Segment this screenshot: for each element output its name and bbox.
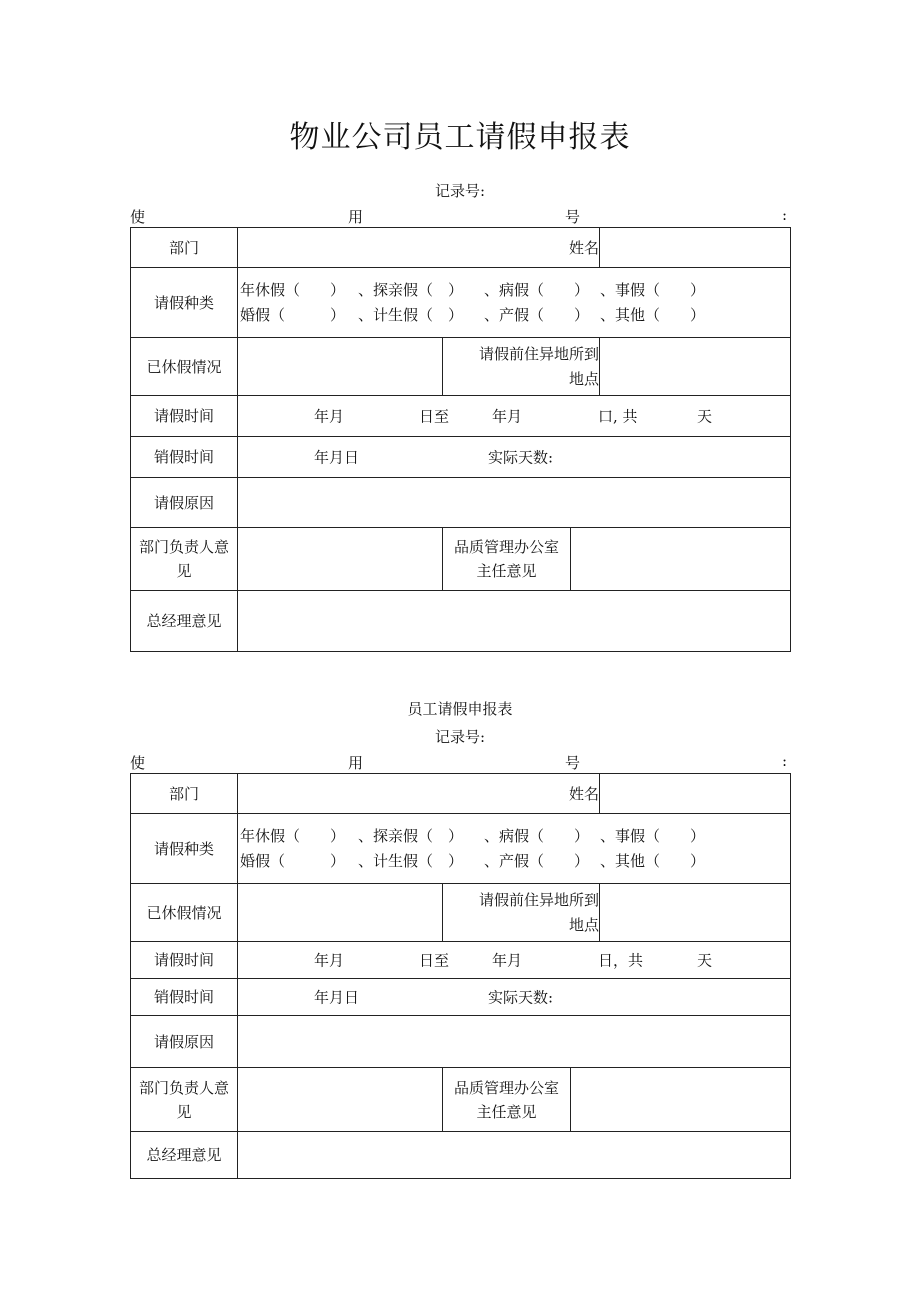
- form2-use-id-char-3: 号: [565, 754, 581, 772]
- destination-label: [443, 338, 600, 396]
- form2-leave-table: [130, 773, 791, 1179]
- form2-option-other-leave[interactable]: 、其他（ ）: [600, 851, 706, 870]
- form2-option-marriage-leave[interactable]: 婚假（ ）: [240, 851, 346, 870]
- option-maternity-leave[interactable]: 、产假（ ）: [484, 305, 590, 324]
- form2-cancel-time-field[interactable]: [238, 979, 791, 1016]
- option-family-planning-leave[interactable]: 、计生假（ ）: [358, 305, 464, 324]
- form2-leave-start-day-to: 日至: [419, 951, 450, 970]
- option-other-leave[interactable]: 、其他（ ）: [600, 305, 706, 324]
- use-id-char-1: 使: [130, 208, 146, 226]
- form2-qm-office-label-line1: 品质管理办公室: [453, 1078, 559, 1097]
- page-title: 物业公司员工请假申报表: [289, 120, 631, 155]
- use-id-char-2: 用: [348, 208, 364, 226]
- form2-title: 员工请假申报表: [407, 700, 513, 718]
- form2-option-family-visit-leave[interactable]: 、探亲假（ ）: [358, 826, 464, 845]
- gm-opinion-label: 总经理意见: [131, 591, 238, 652]
- qm-office-label-line2: 主任意见: [476, 562, 537, 580]
- leave-end-year-month: 年月: [492, 407, 523, 426]
- dept-head-opinion-label: 部门负责人意见: [131, 528, 238, 591]
- leave-start-year-month: 年月: [314, 407, 345, 426]
- form2-option-sick-leave[interactable]: 、病假（ ）: [484, 826, 590, 845]
- gm-opinion-field[interactable]: [238, 591, 791, 652]
- dept-label: 部门: [131, 228, 238, 268]
- form2-dept-field[interactable]: [238, 774, 600, 814]
- form2-destination-label-line1: 请假前住异地所到: [479, 890, 600, 909]
- form2-dept-head-opinion-label: 部门负责人意见: [131, 1068, 238, 1132]
- form2-leave-time-field[interactable]: [238, 942, 791, 979]
- qm-office-opinion-label: [443, 528, 571, 591]
- leave-type-options[interactable]: [238, 268, 791, 338]
- form2-name-field[interactable]: [600, 774, 791, 814]
- use-id-line: [130, 206, 790, 226]
- use-id-char-3: 号: [565, 208, 581, 226]
- form2-leave-reason-label: 请假原因: [131, 1016, 238, 1068]
- name-label: 姓名: [569, 239, 600, 257]
- option-sick-leave[interactable]: 、病假（ ）: [484, 280, 590, 299]
- record-number-label: 记录号:: [434, 182, 486, 200]
- form2-name-label: 姓名: [569, 785, 600, 803]
- form2-destination-label: [443, 884, 600, 942]
- leave-taken-field[interactable]: [238, 338, 443, 396]
- form2-qm-office-opinion-field[interactable]: [571, 1068, 791, 1132]
- form2-dept-head-opinion-field[interactable]: [238, 1068, 443, 1132]
- option-personal-leave[interactable]: 、事假（ ）: [600, 280, 706, 299]
- form2-cancel-date: 年月日: [314, 988, 360, 1007]
- form2-use-id-char-1: 使: [130, 754, 146, 772]
- leave-type-label: 请假种类: [131, 268, 238, 338]
- form2-actual-days-label: 实际天数:: [488, 988, 554, 1007]
- option-annual-leave[interactable]: 年休假（ ）: [240, 280, 346, 299]
- form2-leave-taken-field[interactable]: [238, 884, 443, 942]
- form2-option-personal-leave[interactable]: 、事假（ ）: [600, 826, 706, 845]
- leave-end-day-total: 口, 共: [598, 407, 638, 426]
- form2-leave-time-label: 请假时间: [131, 942, 238, 979]
- form2-record-number-label: 记录号:: [434, 728, 486, 746]
- option-family-visit-leave[interactable]: 、探亲假（ ）: [358, 280, 464, 299]
- form2-gm-opinion-field[interactable]: [238, 1132, 791, 1179]
- cancel-time-label: 销假时间: [131, 437, 238, 478]
- leave-start-day-to: 日至: [419, 407, 450, 426]
- leave-time-label: 请假时间: [131, 396, 238, 437]
- form2-gm-opinion-label: 总经理意见: [131, 1132, 238, 1179]
- leave-days-unit: 天: [697, 407, 713, 426]
- form2-destination-field[interactable]: [600, 884, 791, 942]
- leave-reason-field[interactable]: [238, 478, 791, 528]
- form2-use-id-char-2: 用: [348, 754, 364, 772]
- use-id-colon: :: [782, 206, 788, 224]
- form2-leave-reason-field[interactable]: [238, 1016, 791, 1068]
- cancel-date: 年月日: [314, 448, 360, 467]
- destination-label-line1: 请假前住异地所到: [479, 344, 600, 363]
- name-field[interactable]: [600, 228, 791, 268]
- form2-option-annual-leave[interactable]: 年休假（ ）: [240, 826, 346, 845]
- form2-qm-office-label-line2: 主任意见: [476, 1102, 537, 1121]
- leave-time-field[interactable]: [238, 396, 791, 437]
- form2-destination-label-line2: 地点: [569, 915, 600, 934]
- form2-leave-end-day-total: 日，共: [598, 951, 644, 970]
- form2-option-family-planning-leave[interactable]: 、计生假（ ）: [358, 851, 464, 870]
- form2-leave-type-label: 请假种类: [131, 814, 238, 884]
- form2-leave-type-options[interactable]: [238, 814, 791, 884]
- destination-label-line2: 地点: [569, 369, 600, 388]
- form2-option-maternity-leave[interactable]: 、产假（ ）: [484, 851, 590, 870]
- form2-cancel-time-label: 销假时间: [131, 979, 238, 1016]
- actual-days-label: 实际天数:: [488, 448, 554, 467]
- cancel-time-field[interactable]: [238, 437, 791, 478]
- form2-dept-label: 部门: [131, 774, 238, 814]
- leave-reason-label: 请假原因: [131, 478, 238, 528]
- form2-leave-end-year-month: 年月: [492, 951, 523, 970]
- form2-qm-office-opinion-label: [443, 1068, 571, 1132]
- leave-taken-label: 已休假情况: [131, 338, 238, 396]
- form2-leave-days-unit: 天: [697, 951, 713, 970]
- option-marriage-leave[interactable]: 婚假（ ）: [240, 305, 346, 324]
- form2-leave-start-year-month: 年月: [314, 951, 345, 970]
- form2-use-id-line: [130, 752, 790, 772]
- dept-head-opinion-field[interactable]: [238, 528, 443, 591]
- qm-office-opinion-field[interactable]: [571, 528, 791, 591]
- destination-field[interactable]: [600, 338, 791, 396]
- dept-field[interactable]: [238, 228, 600, 268]
- form2-leave-taken-label: 已休假情况: [131, 884, 238, 942]
- leave-form-table: [130, 227, 791, 652]
- form2-use-id-colon: :: [782, 752, 788, 770]
- qm-office-label-line1: 品质管理办公室: [453, 538, 559, 556]
